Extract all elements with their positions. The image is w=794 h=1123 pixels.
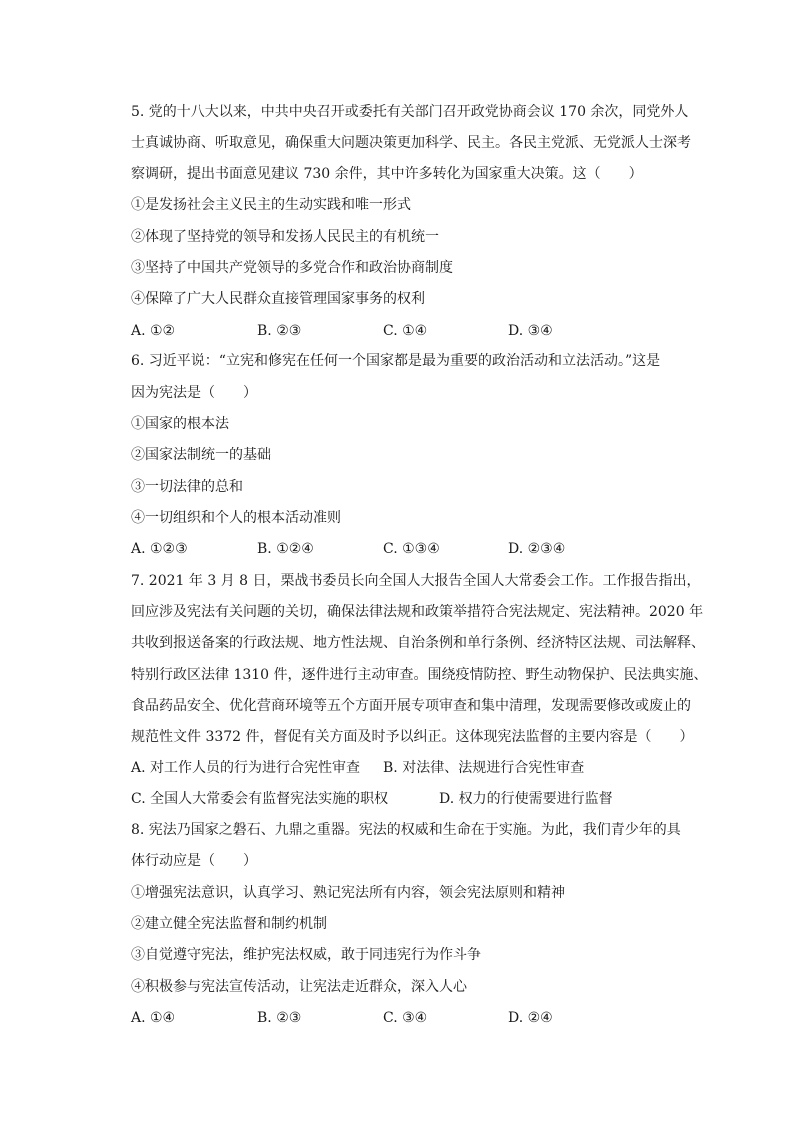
q5-option-d[interactable]: D. ③④ bbox=[508, 323, 553, 339]
q7-stem-line: 7. 2021 年 3 月 8 日，栗战书委员长向全国人大报告全国人大常委会工作。工作报告指出， bbox=[131, 573, 701, 589]
q7-stem-line: 共收到报送备案的行政法规、地方性法规、自治条例和单行条例、经济特区法规、司法解释、 bbox=[131, 635, 705, 651]
q6-option-a[interactable]: A. ①②③ bbox=[131, 541, 188, 557]
q7-options-row-2 bbox=[131, 789, 691, 809]
q8-item: ①增强宪法意识，认真学习、熟记宪法所有内容，领会宪法原则和精神 bbox=[131, 885, 565, 901]
q5-item: ①是发扬社会主义民主的生动实践和唯一形式 bbox=[131, 197, 411, 213]
q8-option-d[interactable]: D. ②④ bbox=[508, 1010, 553, 1026]
q8-item: ③自觉遵守宪法，维护宪法权威，敢于同违宪行为作斗争 bbox=[131, 947, 481, 963]
q5-option-a[interactable]: A. ①② bbox=[131, 323, 176, 339]
q8-option-b[interactable]: B. ②③ bbox=[257, 1010, 302, 1026]
q5-option-c[interactable]: C. ①④ bbox=[383, 323, 428, 339]
q8-stem-line: 体行动应是（ ） bbox=[131, 853, 257, 869]
q8-item: ②建立健全宪法监督和制约机制 bbox=[131, 916, 327, 932]
q7-option-b[interactable]: B. 对法律、法规进行合宪性审查 bbox=[383, 760, 585, 776]
q5-item: ④保障了广大人民群众直接管理国家事务的权利 bbox=[131, 291, 425, 307]
q6-stem-line: 6. 习近平说：“立宪和修宪在任何一个国家都是最为重要的政治活动和立法活动。”这是 bbox=[131, 353, 661, 369]
q6-option-d[interactable]: D. ②③④ bbox=[508, 541, 566, 557]
q8-option-c[interactable]: C. ③④ bbox=[383, 1010, 428, 1026]
q7-option-c[interactable]: C. 全国人大常委会有监督宪法实施的职权 bbox=[131, 791, 389, 807]
q5-options bbox=[131, 321, 691, 341]
q5-stem-line: 察调研，提出书面意见建议 730 余件，其中许多转化为国家重大决策。这（ ） bbox=[131, 166, 643, 182]
q7-stem-line: 规范性文件 3372 件，督促有关方面及时予以纠正。这体现宪法监督的主要内容是（ ） bbox=[131, 729, 694, 745]
q6-item: ④一切组织和个人的根本活动准则 bbox=[131, 510, 341, 526]
q8-stem-line: 8. 宪法乃国家之磐石、九鼎之重器。宪法的权威和生命在于实施。为此，我们青少年的具 bbox=[131, 822, 681, 838]
q5-option-b[interactable]: B. ②③ bbox=[257, 323, 302, 339]
q6-option-b[interactable]: B. ①②④ bbox=[257, 541, 314, 557]
q7-options-row-1 bbox=[131, 758, 691, 778]
q7-option-d[interactable]: D. 权力的行使需要进行监督 bbox=[439, 791, 613, 807]
q8-item: ④积极参与宪法宣传活动，让宪法走近群众，深入人心 bbox=[131, 979, 467, 995]
q8-option-a[interactable]: A. ①④ bbox=[131, 1010, 176, 1026]
q7-stem-line: 食品药品安全、优化营商环境等五个方面开展专项审查和集中清理，发现需要修改或废止的 bbox=[131, 698, 691, 714]
q8-options bbox=[131, 1008, 691, 1028]
q7-stem-line: 特别行政区法律 1310 件，逐件进行主动审查。围绕疫情防控、野生动物保护、民法典实施、 bbox=[131, 667, 708, 683]
q6-stem-line: 因为宪法是（ ） bbox=[131, 385, 257, 401]
q5-item: ③坚持了中国共产党领导的多党合作和政治协商制度 bbox=[131, 260, 453, 276]
q7-stem-line: 回应涉及宪法有关问题的关切，确保法律法规和政策举措符合宪法规定、宪法精神。2020 年 bbox=[131, 604, 704, 620]
q6-options bbox=[131, 539, 691, 559]
q6-item: ①国家的根本法 bbox=[131, 416, 229, 432]
q6-option-c[interactable]: C. ①③④ bbox=[383, 541, 440, 557]
q5-item: ②体现了坚持党的领导和发扬人民民主的有机统一 bbox=[131, 229, 439, 245]
q6-item: ③一切法律的总和 bbox=[131, 479, 243, 495]
q5-stem-line: 士真诚协商、听取意见，确保重大问题决策更加科学、民主。各民主党派、无党派人士深考 bbox=[131, 135, 691, 151]
q6-item: ②国家法制统一的基础 bbox=[131, 447, 271, 463]
q7-option-a[interactable]: A. 对工作人员的行为进行合宪性审查 bbox=[131, 760, 361, 776]
q5-stem-line: 5. 党的十八大以来，中共中央召开或委托有关部门召开政党协商会议 170 余次，同党外人 bbox=[131, 104, 689, 120]
